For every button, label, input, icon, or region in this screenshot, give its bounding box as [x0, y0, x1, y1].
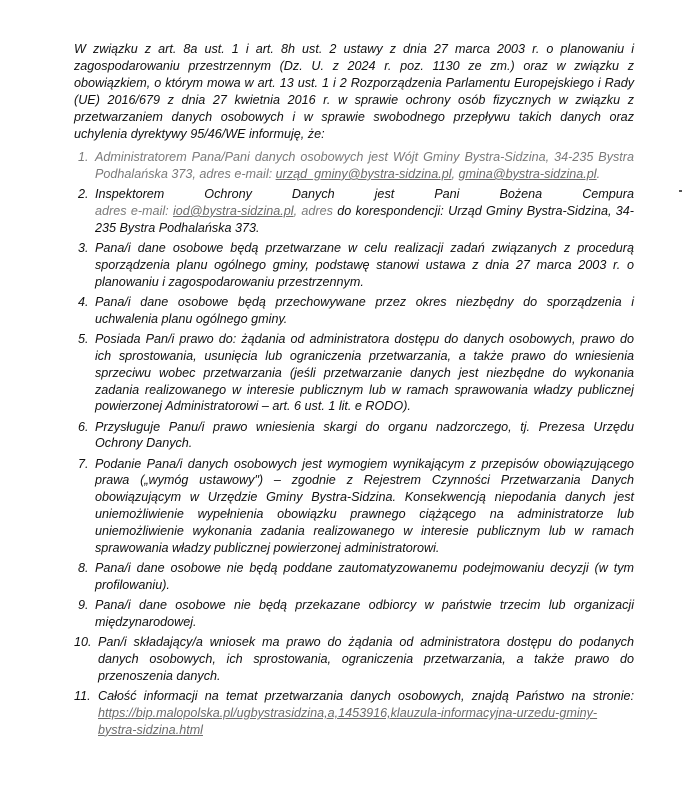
list-item	[74, 186, 634, 237]
list-item	[74, 634, 634, 685]
item-text: Całość informacji na temat przetwarzania danych osobowych, znajdą Państwo na stronie:	[98, 689, 634, 704]
item-text: Podanie Pana/i danych osobowych jest wymogiem wynikającym z przepisów obowiązującego prawa („wymóg ustawowy") – zgodnie z Rejestrem Czynności Przetwarzania Danych obowiązującym w Urzędzie Gminy Bystra-Sidzina. Konsekwencją niepodania danych jest uniemożliwienie wypełnienia obowiązku prawnego ciążącego na administratorze lub uniemożliwienie wykonania zadania realizowanego w interesie publicznym lub w ramach sprawowania władzy publicznej powierzonej administratorowi.	[95, 456, 634, 556]
item-text: Pana/i dane osobowe nie będą poddane zautomatyzowanemu podejmowaniu decyzji (w tym profilowaniu).	[95, 561, 634, 593]
item-text: Pan/i składający/a wniosek ma prawo do żądania od administratora dostępu do podanych danych osobowych, ich sprostowania, ograniczenia przetwarzania, a także prawo do przenoszenia danych.	[98, 635, 634, 683]
list-item	[74, 419, 634, 453]
email-link[interactable]: urząd_gminy@bystra-sidzina.pl	[275, 166, 452, 181]
intro-paragraph: W związku z art. 8a ust. 1 i art. 8h ust. 2 ustawy z dnia 27 marca 2003 r. o planowaniu i zagospodarowaniu przestrzennym (Dz. U. z 2024 r. poz. 1130 ze zm.) oraz w związku z obowiązkiem, o którym mowa w art. 13 ust. 1 i 2 Rozporządzenia Parlamentu Europejskiego i Rady (UE) 2016/679 z dnia 27 kwietnia 2016 r. w sprawie ochrony osób fizycznych w związku z przetwarzaniem danych osobowych i w sprawie swobodnego przepływu takich danych oraz uchylenia dyrektywy 95/46/WE informuję, że:	[74, 42, 634, 141]
item-end: .	[596, 166, 601, 181]
item-text: Pana/i dane osobowe będą przechowywane przez okres niezbędny do sporządzenia i uchwalenia planu ogólnego gminy.	[95, 294, 634, 326]
item-text: do korespondencji: Urząd Gminy Bystra-Sidzina, 34-235 Bystra Podhalańska 373.	[95, 203, 634, 235]
email-link[interactable]: iod@bystra-sidzina.pl	[172, 203, 294, 218]
item-number: 6.	[78, 419, 89, 434]
email-link[interactable]: gmina@bystra-sidzina.pl	[458, 166, 597, 181]
item-number: 5.	[78, 331, 89, 346]
separator-text: ,	[451, 166, 459, 181]
email-label: adres e-mail:	[95, 203, 173, 218]
item-number: 4.	[78, 294, 89, 309]
list-item	[74, 560, 634, 594]
item-text: Pana/i dane osobowe nie będą przekazane odbiorcy w państwie trzecim lub organizacji międzynarodowej.	[95, 598, 634, 630]
item-text: Administratorem Pana/Pani danych osobowych jest Wójt Gminy Bystra-Sidzina, 34-235 Bystra Podhalańska 373, adres e-mail:	[95, 150, 634, 181]
item-text: Pana/i dane osobowe będą przetwarzane w celu realizacji zadań związanych z procedurą sporządzenia planu ogólnego gminy, podstawę stanowi ustawa z dnia 27 marca 2003 r. o planowaniu i zagospodarowaniu przestrzennym.	[95, 240, 634, 289]
information-list	[74, 149, 634, 742]
list-item	[74, 331, 634, 416]
item-text: Posiada Pan/i prawo do: żądania od administratora dostępu do danych osobowych, prawo do ich sprostowania, usunięcia lub ograniczenia przetwarzania, a także prawo do wniesienia sprzeciwu wobec przetwarzania (jeśli przetwarzanie danych jest niezbędne do wykonania zadania realizowanego w interesie publicznym lub w ramach sprawowania władzy publicznej powierzonej Administratorowi – art. 6 ust. 1 lit. e RODO).	[95, 331, 634, 414]
item-text: Przysługuje Panu/i prawo wniesienia skargi do organu nadzorczego, tj. Prezesa Urzędu Ochrony Danych.	[95, 419, 634, 451]
item-number: 10.	[74, 635, 92, 650]
item-number: 1.	[78, 150, 89, 164]
item-number: 3.	[78, 240, 89, 255]
list-item	[74, 456, 634, 557]
item-number: 7.	[78, 456, 89, 471]
clause-url-link[interactable]: https://bip.malopolska.pl/ugbystrasidzina,a,1453916,klauzula-informacyjna-urzedu-gminy-bystra-sidzina.html	[98, 705, 598, 737]
item-number: 2.	[78, 187, 89, 201]
item-lead-text: Inspektorem Ochrony Danych jest Pani Bożena Cempura	[95, 187, 634, 201]
item-number: 11.	[74, 689, 91, 704]
address-label: , adres	[293, 203, 333, 218]
list-item	[74, 688, 634, 739]
list-item	[74, 597, 634, 631]
stray-mark	[679, 190, 682, 192]
list-item	[74, 240, 634, 291]
item-number: 9.	[78, 598, 89, 613]
item-number: 8.	[78, 561, 89, 576]
list-item	[74, 294, 634, 328]
list-item	[74, 149, 634, 183]
